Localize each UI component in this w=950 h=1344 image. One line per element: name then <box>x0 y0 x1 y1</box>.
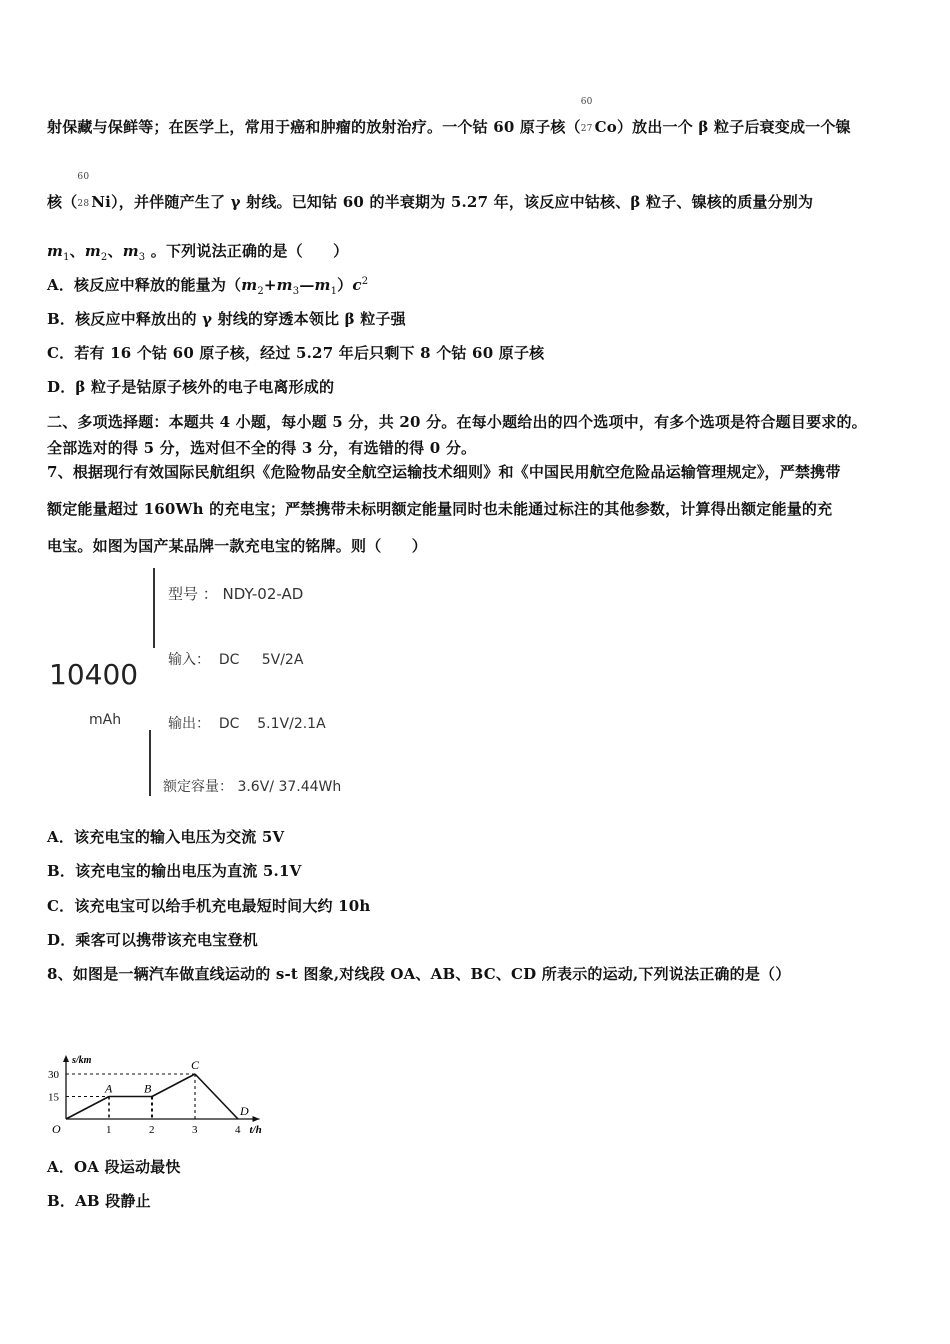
co-atomic-number: 27 <box>580 124 593 134</box>
mass-m2: m <box>84 242 101 260</box>
ni-mass-number: 60 <box>77 172 90 182</box>
optA-index-1: 1 <box>330 286 338 297</box>
power-bank-nameplate <box>40 568 380 803</box>
x-tick-4: 4 <box>235 1124 241 1136</box>
optA-index-3: 3 <box>292 286 300 297</box>
optA-plus: + <box>263 276 277 294</box>
q7-option-a: A．该充电宝的输入电压为交流 5V <box>47 828 285 846</box>
mass-separator-2: 、 <box>107 242 123 260</box>
x-axis-arrow <box>253 1116 260 1122</box>
q6-option-a <box>47 274 368 297</box>
nameplate-divider-top <box>153 568 155 648</box>
x-tick-2: 2 <box>149 1124 155 1136</box>
q8-stem: 8、如图是一辆汽车做直线运动的 s-t 图象,对线段 OA、AB、BC、CD 所表示的运动,下列说法正确的是（） <box>47 965 791 983</box>
q8-option-a: A．OA 段运动最快 <box>47 1158 181 1176</box>
st-graph <box>40 993 280 1143</box>
q7-option-d: D．乘客可以携带该充电宝登机 <box>47 931 258 949</box>
nameplate-output: 输出： DC 5.1V/2.1A <box>168 716 326 732</box>
q7-option-b: B．该充电宝的输出电压为直流 5.1V <box>47 862 302 880</box>
nameplate-model: 型号 ： NDY-02-AD <box>168 585 304 603</box>
x-tick-1: 1 <box>106 1124 112 1136</box>
q6-line2-text-end: ），并伴随产生了 γ 射线。已知钴 60 的半衰期为 5.27 年，该反应中钴核、β 粒子、镍核的质量分别为 <box>111 193 814 211</box>
optA-close-paren: ） <box>337 276 353 294</box>
optA-index-2: 2 <box>257 286 264 297</box>
x-axis-label: t/h <box>249 1124 262 1136</box>
cobalt-nucleus <box>580 97 617 136</box>
mass-index-1: 1 <box>63 252 70 263</box>
q6-line3-text: 。下列说法正确的是（ ） <box>150 242 349 260</box>
ni-atomic-number: 28 <box>77 199 90 209</box>
optA-m2: m <box>241 276 258 294</box>
q6-line1-text: 射保藏与保鲜等；在医学上，常用于癌和肿瘤的放射治疗。一个钴 60 原子核（ <box>47 118 581 136</box>
mass-m1: m <box>47 242 64 260</box>
mass-separator-1: 、 <box>69 242 85 260</box>
point-label-o: O <box>52 1122 61 1136</box>
q6-optA-text: A．核反应中释放的能量为（ <box>47 276 242 294</box>
optA-m1: m <box>314 276 331 294</box>
point-label-c: C <box>191 1058 200 1072</box>
segment-bc <box>152 1074 195 1097</box>
q6-line2-text: 核（ <box>47 193 78 211</box>
q6-line-2 <box>47 172 814 212</box>
y-axis-label: s/km <box>72 1055 92 1066</box>
q6-line1-text-end: ）放出一个 β 粒子后衰变成一个镍 <box>616 118 851 136</box>
co-symbol: Co <box>594 118 617 136</box>
nameplate-input: 输入： DC 5V/2A <box>168 652 304 668</box>
y-tick-30: 30 <box>48 1069 59 1081</box>
section2-header-line1: 二、多项选择题：本题共 4 小题，每小题 5 分，共 20 分。在每小题给出的四个选项中，有多个选项是符合题目要求的。 <box>47 413 867 431</box>
point-label-d: D <box>240 1104 249 1118</box>
y-tick-15: 15 <box>48 1091 59 1104</box>
co-mass-number: 60 <box>580 97 593 107</box>
q8-option-b: B．AB 段静止 <box>47 1192 151 1210</box>
optA-minus: — <box>299 276 315 294</box>
segment-cd <box>195 1074 238 1119</box>
nameplate-rated-capacity: 额定容量： 3.6V/ 37.44Wh <box>163 779 342 795</box>
nameplate-divider-bottom <box>149 730 151 796</box>
q6-line-3 <box>47 240 348 263</box>
nickel-nucleus <box>77 172 112 211</box>
x-tick-3: 3 <box>192 1124 198 1136</box>
q7-option-c: C．该充电宝可以给手机充电最短时间大约 10h <box>47 897 371 915</box>
nameplate-capacity-unit: mAh <box>89 712 122 728</box>
q7-stem-line3: 电宝。如图为国产某品牌一款充电宝的铭牌。则（ ） <box>47 537 428 555</box>
section2-header-line2: 全部选对的得 5 分，选对但不全的得 3 分，有选错的得 0 分。 <box>47 439 477 457</box>
mass-index-2: 2 <box>100 252 108 263</box>
optA-c: c <box>352 276 362 294</box>
q7-stem-line1: 7、根据现行有效国际民航组织《危险物品安全航空运输技术细则》和《中国民用航空危险品运输管理规定》，严禁携带 <box>47 463 841 481</box>
segment-oa <box>66 1097 109 1120</box>
q6-option-b: B．核反应中释放出的 γ 射线的穿透本领比 β 粒子强 <box>47 310 406 328</box>
point-label-b: B <box>144 1081 152 1096</box>
point-label-a: A <box>105 1081 113 1096</box>
q7-stem-line2: 额定能量超过 160Wh 的充电宝；严禁携带未标明额定能量同时也未能通过标注的其他参数，计算得出额定能量的充 <box>47 500 833 518</box>
optA-m3: m <box>276 276 293 294</box>
q6-option-d: D．β 粒子是钴原子核外的电子电离形成的 <box>47 378 335 396</box>
y-axis-arrow <box>63 1055 69 1062</box>
ni-symbol: Ni <box>91 193 112 211</box>
mass-index-3: 3 <box>138 252 146 263</box>
nameplate-capacity: 10400 <box>49 658 139 691</box>
mass-m3: m <box>122 242 139 260</box>
optA-exponent: 2 <box>361 276 369 287</box>
q6-line-1 <box>47 97 851 137</box>
q6-option-c: C．若有 16 个钴 60 原子核，经过 5.27 年后只剩下 8 个钴 60 原子核 <box>47 344 545 362</box>
